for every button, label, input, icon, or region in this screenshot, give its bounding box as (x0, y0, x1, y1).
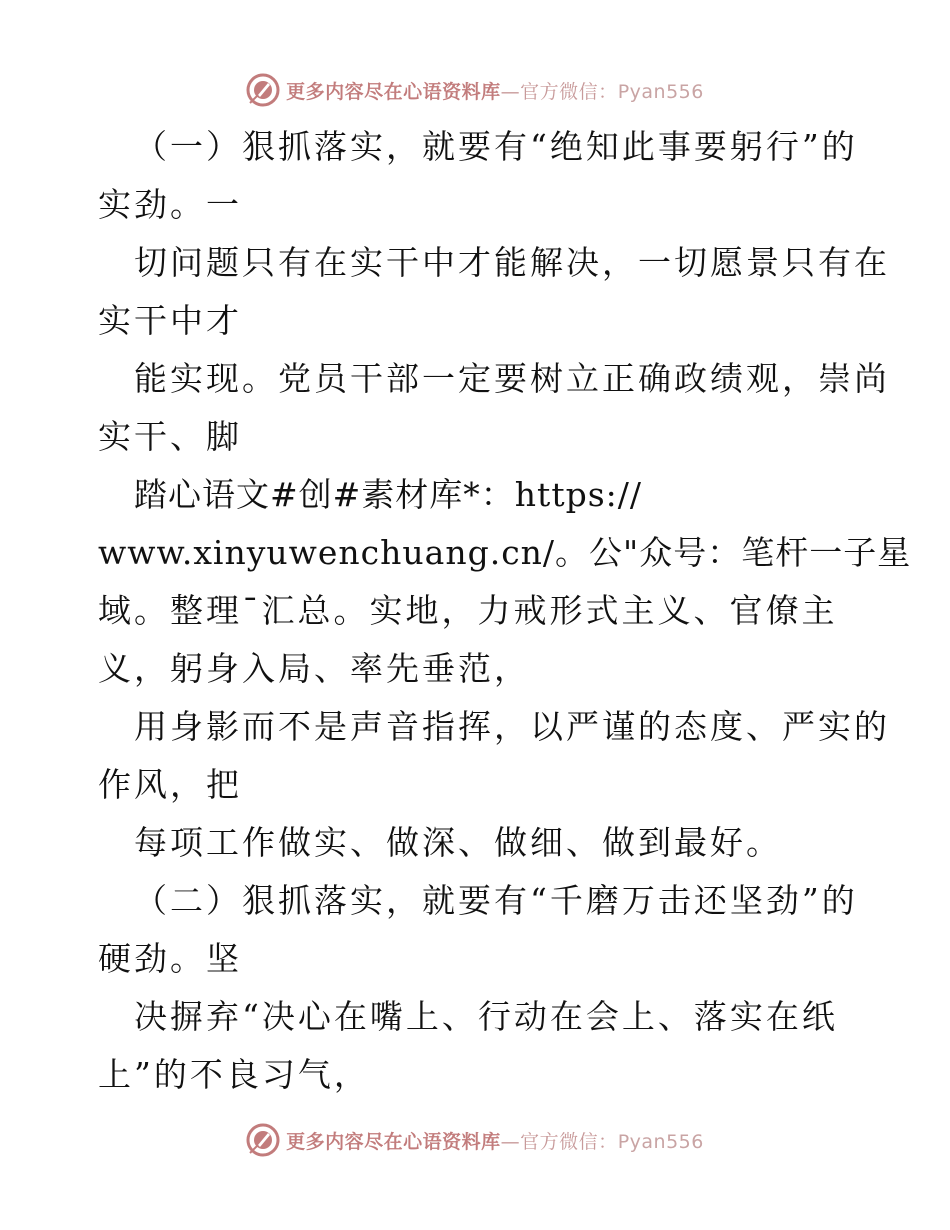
watermark-text (286, 77, 704, 104)
text-line: 每项工作做实、做深、做细、做到最好。 (134, 823, 782, 862)
watermark-dash: — (500, 80, 521, 103)
text-line: 切问题只有在实干中才能解决，一切愿景只有在 (134, 243, 890, 282)
watermark-label: 官方微信： (520, 1130, 618, 1153)
text-line: 域。整理¯汇总。实地，力戒形式主义、官僚主 (98, 591, 838, 630)
document-body (98, 118, 912, 1104)
text-line: 实干、脚 (98, 417, 242, 456)
text-line: 决摒弃“决心在嘴上、行动在会上、落实在纸 (134, 997, 838, 1036)
watermark-wechat-id: Pyan556 (617, 80, 704, 103)
text-line: 用身影而不是声音指挥，以严谨的态度、严实的 (134, 707, 890, 746)
watermark-text (286, 1127, 704, 1154)
text-line: （一）狠抓落实，就要有“绝知此事要躬行”的 (134, 127, 858, 166)
header-watermark (0, 70, 950, 110)
text-line: 实干中才 (98, 301, 242, 340)
brand-logo-icon (246, 1123, 280, 1157)
text-line: www.xinyuwenchuang.cn/。公"众号：笔杆一子星 (98, 533, 912, 572)
text-line: 实劲。一 (98, 185, 242, 224)
footer-watermark (0, 1120, 950, 1160)
text-line: 能实现。党员干部一定要树立正确政绩观，崇尚 (134, 359, 890, 398)
watermark-dash: — (500, 1130, 521, 1153)
text-line: 硬劲。坚 (98, 939, 242, 978)
text-line: 义，躬身入局、率先垂范， (98, 649, 530, 688)
watermark-brand: 更多内容尽在心语资料库 (286, 1130, 501, 1153)
text-line: 上”的不良习气， (98, 1055, 370, 1094)
brand-logo-icon (246, 73, 280, 107)
watermark-wechat-id: Pyan556 (617, 1130, 704, 1153)
watermark-brand: 更多内容尽在心语资料库 (286, 80, 501, 103)
text-line: 踏心语文#创#素材库*：https:// (134, 475, 642, 514)
text-line: （二）狠抓落实，就要有“千磨万击还坚劲”的 (134, 881, 858, 920)
watermark-label: 官方微信： (520, 80, 618, 103)
text-line: 作风，把 (98, 765, 242, 804)
